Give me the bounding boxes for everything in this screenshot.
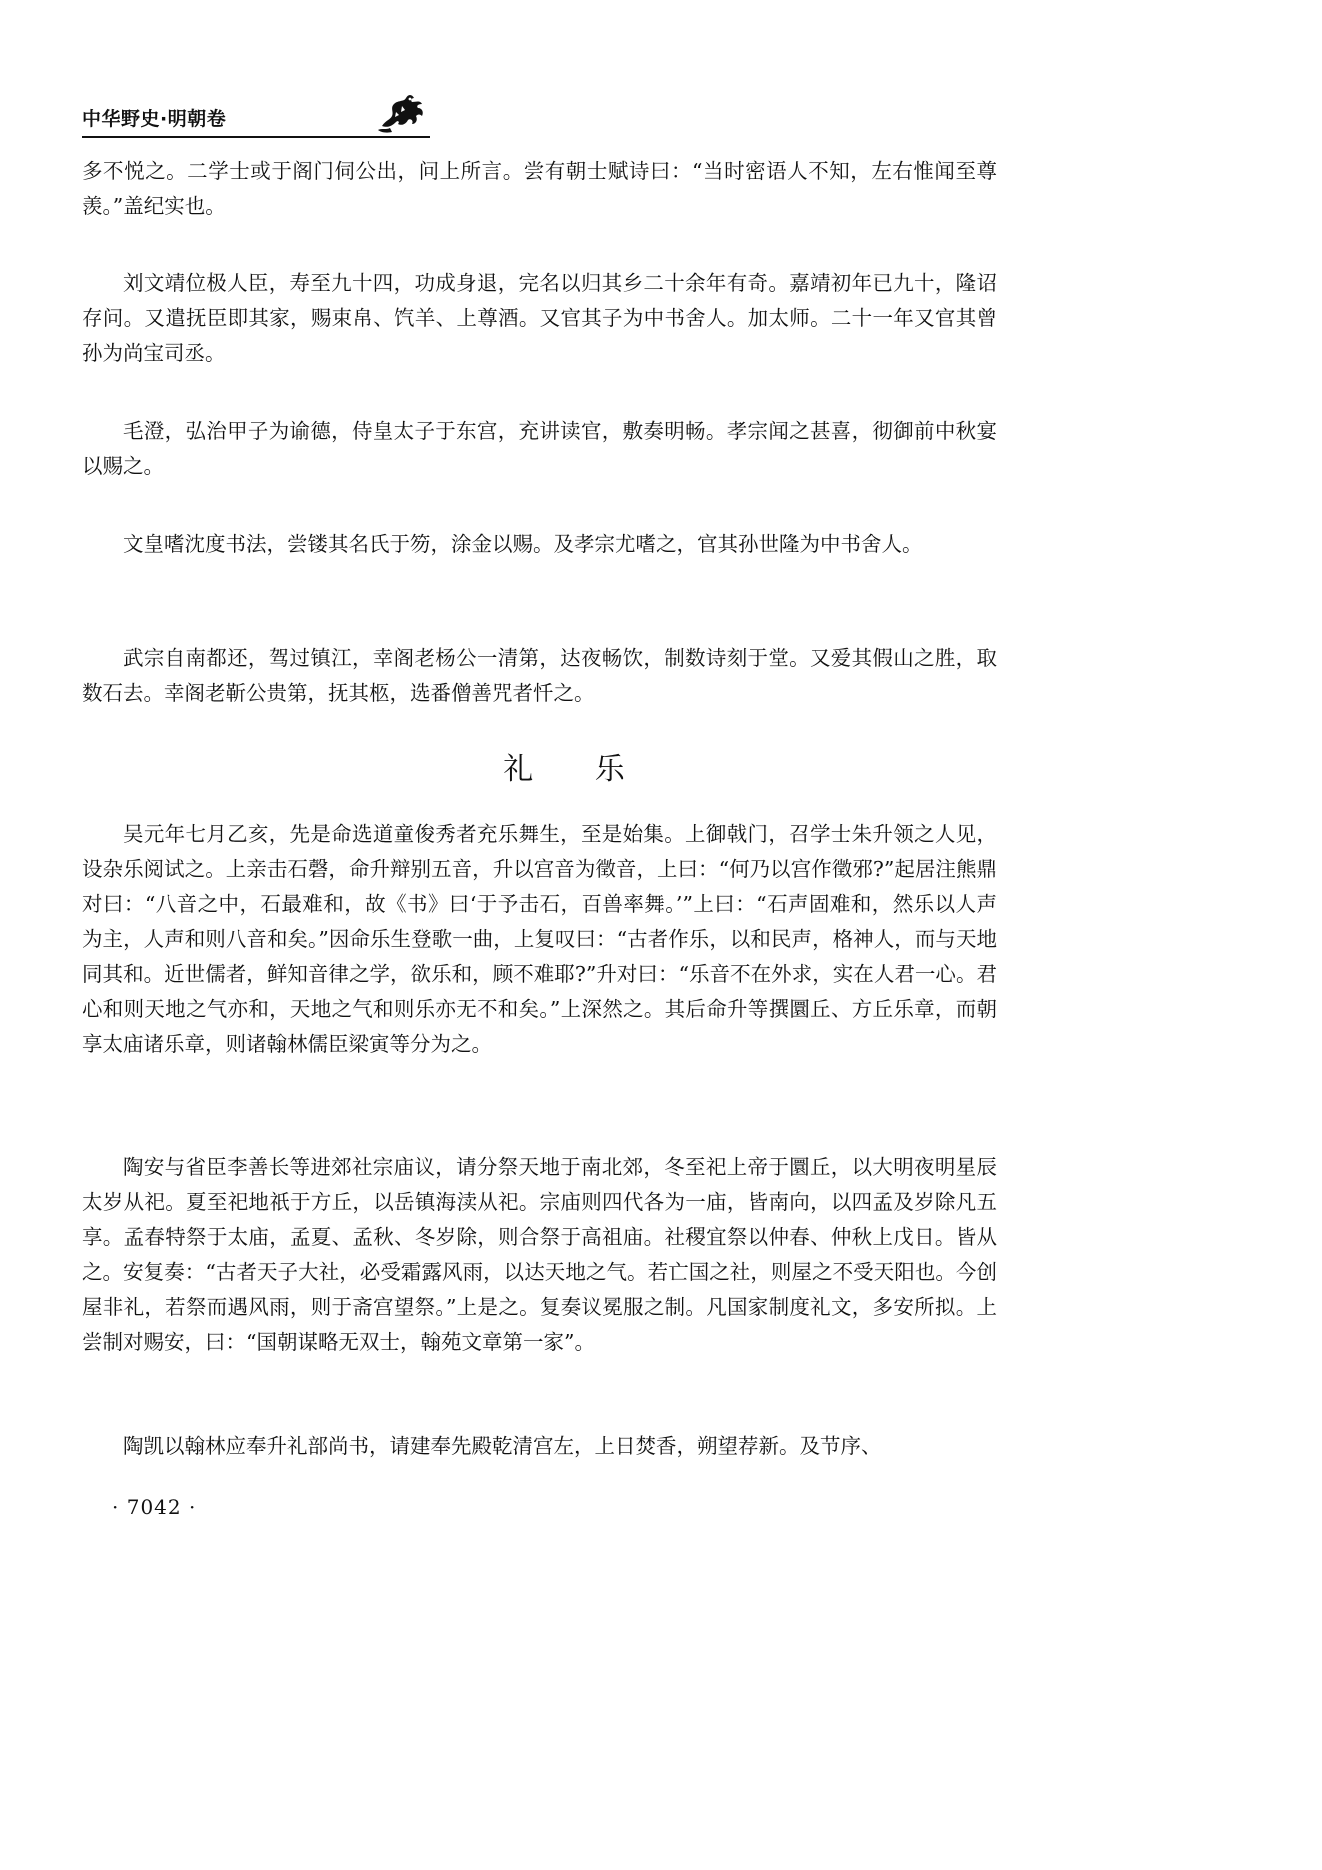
section-paragraph-2: 陶安与省臣李善长等进郊社宗庙议，请分祭天地于南北郊，冬至祀上帝于圜丘，以大明夜明星辰太岁从祀。夏至祀地祇于方丘，以岳镇海渎从祀。宗庙则四代各为一庙，皆南向，以四孟及岁除凡五享。孟春特祭于太庙，孟夏、孟秋、冬岁除，则合祭于高祖庙。社稷宜祭以仲春、仲秋上戊日。皆从之。安复奏：“古者天子大社，必受霜露风雨，以达天地之气。若亡国之社，则屋之不受天阳也。今创屋非礼，若祭而遇风雨，则于斋宫望祭。”上是之。复奏议冕服之制。凡国家制度礼文，多安所拟。上尝制对赐安，曰：“国朝谋略无双士，翰苑文章第一家”。 [82,1155,997,1354]
running-header [82,98,430,138]
header-divider [82,136,430,138]
section-paragraph-1: 吴元年七月乙亥，先是命选道童俊秀者充乐舞生，至是始集。上御戟门，召学士朱升领之人见，设杂乐阅试之。上亲击石磬，命升辩别五音，升以宫音为徵音，上曰：“何乃以宫作徵邪?”起居注熊鼎对曰：“八音之中，石最难和，故《书》曰‘于予击石，百兽率舞。’”上曰：“石声固难和，然乐以人声为主，人声和则八音和矣。”因命乐生登歌一曲，上复叹曰：“古者作乐，以和民声，格神人，而与天地同其和。近世儒者，鲜知音律之学，欲乐和，顾不难耶?”升对曰：“乐音不在外求，实在人君一心。君心和则天地之气亦和，天地之气和则乐亦无不和矣。”上深然之。其后命升等撰圜丘、方丘乐章，而朝享太庙诸乐章，则诸翰林儒臣梁寅等分为之。 [82,822,997,1056]
paragraph-5: 武宗自南都还，驾过镇江，幸阁老杨公一清第，达夜畅饮，制数诗刻于堂。又爱其假山之胜，取数石去。幸阁老靳公贵第，抚其柩，选番僧善咒者忏之。 [82,646,997,705]
paragraph-1: 多不悦之。二学士或于阁门伺公出，问上所言。尝有朝士赋诗曰：“当时密语人不知，左右惟闻至尊羡。”盖纪实也。 [82,159,997,218]
section-paragraph-3: 陶凯以翰林应奉升礼部尚书，请建奉先殿乾清宫左，上日焚香，朔望荐新。及节序、 [123,1434,882,1458]
paragraph-4: 文皇嗜沈度书法，尝镂其名氏于笏，涂金以赐。及孝宗尤嗜之，官其孙世隆为中书舍人。 [123,532,923,556]
paragraph-3: 毛澄，弘治甲子为谕德，侍皇太子于东宫，充讲读官，敷奏明畅。孝宗闻之甚喜，彻御前中秋宴以赐之。 [82,419,997,478]
book-title: 中华野史·明朝卷 [82,108,227,130]
page-number: · 7042 · [112,1495,197,1519]
dragon-emblem-icon [372,90,428,134]
section-title: 礼 乐 [503,752,651,787]
paragraph-2: 刘文靖位极人臣，寿至九十四，功成身退，完名以归其乡二十余年有奇。嘉靖初年已九十，隆诏存问。又遣抚臣即其家，赐束帛、饩羊、上尊酒。又官其子为中书舍人。加太师。二十一年又官其曾孙为尚宝司丞。 [82,271,997,365]
